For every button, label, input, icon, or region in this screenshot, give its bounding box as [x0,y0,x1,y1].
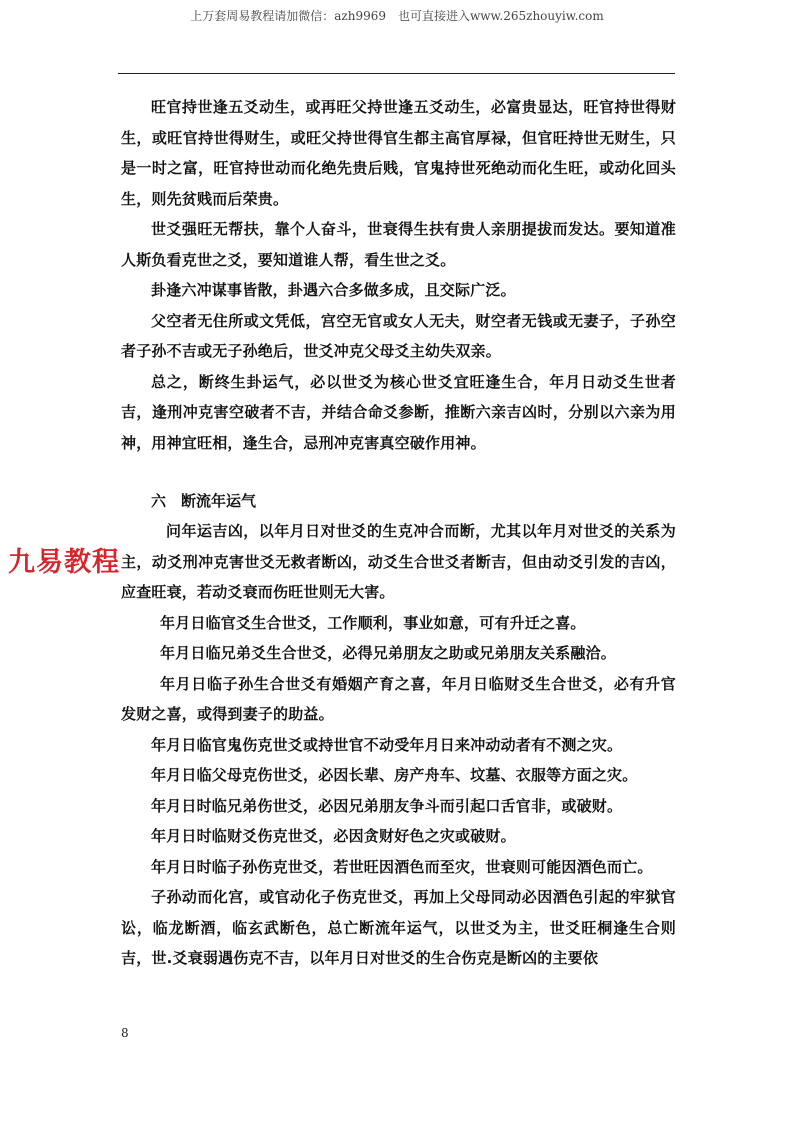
paragraph: 年月日时临财爻伤克世爻，必因贪财好色之灾或破财。 [151,827,516,845]
page-body [121,92,676,974]
paragraph: 年月日时临兄弟伤世爻，必因兄弟朋友争斗而引起口舌官非，或破财。 [151,796,623,815]
paragraph: 卦逢六冲谋事皆散，卦遇六合多做多成，且交际广泛。 [151,281,516,299]
paragraph: 年月日时临子孙伤克世爻，若世旺因酒色而至灾，世衰则可能因酒色而亡。 [151,857,653,876]
paragraph: 年月日临子孙生合世爻有婚姻产育之喜，年月日临财爻生合世爻，必有升官发财之喜，或得到妻子的助益。 [121,674,676,723]
paragraph: 问年运吉凶，以年月日对世爻的生克冲合而断，尤其以年月对世爻的关系为主，动爻刑冲克害世爻无救者断凶，动爻生合世爻者断吉，但由动爻引发的吉凶，应查旺衰，若动爻衰而伤旺世则无大害。 [121,522,676,601]
paragraph: 旺官持世逢五爻动生，或再旺父持世逢五爻动生，必富贵显达，旺官持世得财生，或旺官持世得财生，或旺父持世得官生都主高官厚禄，但官旺持世无财生，只是一时之富，旺官持世动而化绝先贵后贱，官鬼持世死绝动而化生旺，或动化回头生，则先贫贱而后荣贵。 [121,98,676,208]
paragraph: 父空者无住所或文凭低，宫空无官或女人无夫，财空者无钱或无妻子，子孙空者子孙不吉或无子孙绝后，世爻冲克父母爻主幼失双亲。 [121,311,676,360]
header-divider [118,73,675,74]
paragraph: 年月日临官鬼伤克世爻或持世官不动受年月日来冲动动者有不测之灾。 [151,735,623,754]
paragraph: 年月日临兄弟爻生合世爻，必得兄弟朋友之助或兄弟朋友关系融洽。 [160,644,617,662]
paragraph: 总之，断终生卦运气，必以世爻为核心世爻宜旺逢生合，年月日动爻生世者吉，逢刑冲克害空破者不吉，并结合命爻参断，推断六亲吉凶时，分别以六亲为用神，用神宜旺相，逢生合，忌刑冲克害真空破作用神。 [121,372,676,452]
watermark-logo: 九易教程 [8,547,120,578]
section-gap [121,458,676,486]
paragraph: 世爻强旺无帮扶，靠个人奋斗，世衰得生扶有贵人亲朋提拔而发达。要知道准人斯负看克世之爻，要知道谁人帮，看生世之爻。 [121,220,676,269]
page-number: 8 [121,1026,129,1040]
header-note: 上万套周易教程请加微信：azh9969 也可直接进入www.265zhouyiw.com [190,9,604,23]
section-heading: 六 断流年运气 [151,492,257,510]
paragraph: 年月日临官爻生合世爻，工作顺利，事业如意，可有升迁之喜。 [160,613,586,632]
paragraph: 子孙动而化宫，或官动化子伤克世爻，再加上父母同动必因酒色引起的牢狱官讼，临龙断酒，临玄武断色，总亡断流年运气，以世爻为主，世爻旺桐逢生合则吉，世.爻衰弱遇伤克不吉，以年月日对世爻的生合伤克是断凶的主要依 [121,888,676,967]
paragraph: 年月日临父母克伤世爻，必因长辈、房产舟车、坟墓、衣服等方面之灾。 [151,766,638,784]
